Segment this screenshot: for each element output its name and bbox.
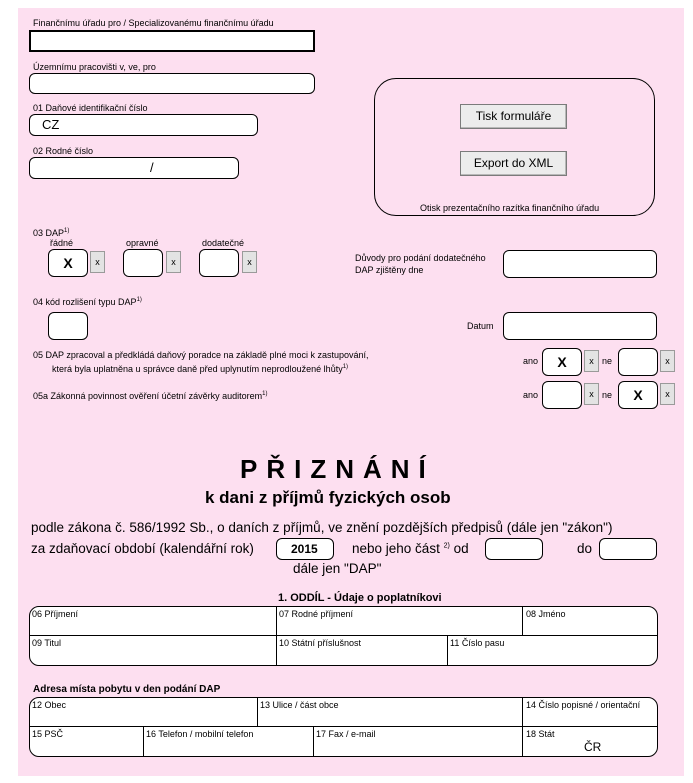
surname-cell[interactable]: 06 Příjmení bbox=[32, 609, 79, 619]
q05-no-clear-button[interactable]: x bbox=[660, 350, 675, 372]
reasons-label-1: Důvody pro podání dodatečného bbox=[355, 253, 486, 263]
dap-corrective-checkbox[interactable] bbox=[123, 249, 163, 277]
address-row-divider bbox=[30, 726, 657, 727]
address-col-divider-4 bbox=[313, 727, 314, 756]
taxpayer-col-divider-3 bbox=[447, 636, 448, 665]
fax-email-cell[interactable]: 17 Fax / e-mail bbox=[316, 729, 376, 739]
tax-office-input[interactable] bbox=[29, 30, 315, 52]
dic-input[interactable] bbox=[29, 114, 258, 136]
dic-value: CZ bbox=[42, 117, 60, 132]
dap-corrective-clear-button[interactable]: x bbox=[166, 251, 181, 273]
first-name-cell[interactable]: 08 Jméno bbox=[526, 609, 566, 619]
country-cell[interactable]: 18 Stát bbox=[526, 729, 555, 739]
year-value: 2015 bbox=[291, 542, 318, 556]
date-input[interactable] bbox=[503, 312, 657, 340]
q05-yes-checkbox[interactable]: X bbox=[542, 348, 582, 376]
birth-number-input[interactable] bbox=[29, 157, 239, 179]
q05-yes-label: ano bbox=[523, 356, 539, 366]
address-col-divider-3 bbox=[143, 727, 144, 756]
tax-office-label: Finančnímu úřadu pro / Specializovanému finančnímu úřadu bbox=[33, 18, 274, 28]
territorial-input[interactable] bbox=[29, 73, 315, 94]
dap-line: dále jen "DAP" bbox=[293, 561, 382, 576]
type-code-input[interactable] bbox=[48, 312, 88, 340]
dap-supplementary-checkbox[interactable] bbox=[199, 249, 239, 277]
q05a-no-clear-button[interactable]: x bbox=[660, 383, 675, 405]
address-title: Adresa místa pobytu v den podání DAP bbox=[33, 684, 221, 695]
country-value: ČR bbox=[584, 740, 602, 754]
dap-supplementary-clear-button[interactable]: x bbox=[242, 251, 257, 273]
form-subtitle: k dani z příjmů fyzických osob bbox=[205, 488, 451, 507]
city-cell[interactable]: 12 Obec bbox=[32, 700, 67, 710]
passport-cell[interactable]: 11 Číslo pasu bbox=[450, 638, 505, 648]
q05-label-2: která byla uplatněna u správce daně před uplynutím neprodloužené lhůty$^{1)}$ bbox=[52, 364, 349, 374]
print-form-button[interactable]: Tisk formuláře bbox=[460, 104, 567, 129]
address-col-divider-2 bbox=[522, 698, 523, 756]
period-from-input[interactable] bbox=[485, 538, 543, 560]
to-label: do bbox=[577, 541, 593, 556]
degree-cell[interactable]: 09 Titul bbox=[32, 638, 62, 648]
period-to-input[interactable] bbox=[599, 538, 657, 560]
taxpayer-col-divider-2 bbox=[522, 607, 523, 635]
territorial-label: Územnímu pracovišti v, ve, pro bbox=[33, 62, 156, 72]
q05-yes-clear-button[interactable]: x bbox=[584, 350, 599, 372]
q05-label-1: 05 DAP zpracoval a předkládá daňový poradce na základě plné moci k zastupování, bbox=[33, 350, 369, 360]
taxpayer-row-divider bbox=[30, 635, 657, 636]
zip-cell[interactable]: 15 PSČ bbox=[32, 729, 64, 739]
dic-label: 01 Daňové identifikační číslo bbox=[33, 103, 148, 113]
dap-corrective-label: opravné bbox=[126, 238, 159, 248]
section1-title: 1. ODDÍL - Údaje o poplatníkovi bbox=[278, 592, 442, 604]
q05-no-label: ne bbox=[602, 356, 613, 366]
birth-number-separator: / bbox=[150, 160, 154, 175]
q05a-no-checkbox[interactable]: X bbox=[618, 381, 658, 409]
house-number-cell[interactable]: 14 Číslo popisné / orientační bbox=[526, 700, 641, 710]
dap-regular-checkbox[interactable]: X bbox=[48, 249, 88, 277]
type-code-label: 04 kód rozlišení typu DAP$^{1)}$ bbox=[33, 297, 142, 307]
stamp-caption: Otisk prezentačního razítka finančního úřadu bbox=[420, 203, 600, 213]
form-title: PŘIZNÁNÍ bbox=[240, 454, 435, 484]
citizenship-cell[interactable]: 10 Státní příslušnost bbox=[279, 638, 362, 648]
dap-label: 03 DAP$^{1)}$ bbox=[33, 228, 70, 238]
year-input[interactable] bbox=[276, 538, 334, 560]
part-label: nebo jeho část $^{2)}$ od bbox=[352, 541, 469, 556]
reasons-date-input[interactable] bbox=[503, 250, 657, 278]
dap-regular-clear-button[interactable]: x bbox=[90, 251, 105, 273]
q05a-yes-clear-button[interactable]: x bbox=[584, 383, 599, 405]
period-label: za zdaňovací období (kalendářní rok) bbox=[31, 541, 254, 556]
q05a-label: 05a Zákonná povinnost ověření účetní závěrky auditorem$^{1)}$ bbox=[33, 391, 268, 401]
reasons-label-2: DAP zjištěny dne bbox=[355, 265, 424, 275]
law-line: podle zákona č. 586/1992 Sb., o daních z příjmů, ve znění pozdějších předpisů (dále jen "zákon") bbox=[31, 520, 613, 535]
date-label: Datum bbox=[467, 321, 494, 331]
q05a-no-label: ne bbox=[602, 390, 613, 400]
dap-regular-label: řádné bbox=[50, 238, 74, 248]
stamp-area bbox=[374, 78, 655, 216]
birth-number-label: 02 Rodné číslo bbox=[33, 146, 94, 156]
street-cell[interactable]: 13 Ulice / část obce bbox=[260, 700, 339, 710]
q05a-yes-checkbox[interactable] bbox=[542, 381, 582, 409]
address-col-divider-1 bbox=[257, 698, 258, 726]
q05-no-checkbox[interactable] bbox=[618, 348, 658, 376]
dap-supplementary-label: dodatečné bbox=[202, 238, 245, 248]
taxpayer-col-divider-1 bbox=[276, 607, 277, 665]
phone-cell[interactable]: 16 Telefon / mobilní telefon bbox=[146, 729, 254, 739]
export-xml-button[interactable]: Export do XML bbox=[460, 151, 567, 176]
birth-surname-cell[interactable]: 07 Rodné příjmení bbox=[279, 609, 354, 619]
q05a-yes-label: ano bbox=[523, 390, 539, 400]
